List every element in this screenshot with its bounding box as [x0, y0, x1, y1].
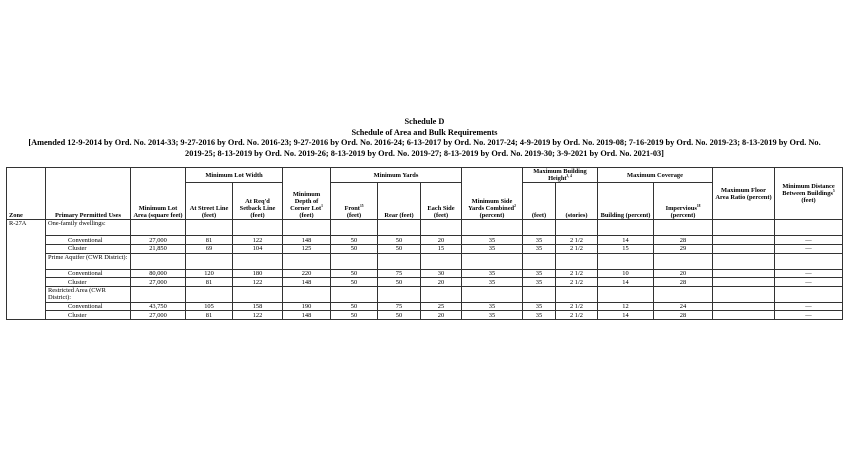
schedule-body: [7, 220, 843, 320]
cell-each-side: 30: [421, 269, 462, 278]
header-group-min-yards: Minimum Yards: [331, 168, 462, 183]
cell-corner-depth: 148: [283, 278, 331, 287]
cell-impervious: 20: [654, 269, 713, 278]
empty-cell: [654, 286, 713, 302]
cell-each-side: 20: [421, 311, 462, 320]
cell-far: [713, 311, 775, 320]
cell-height-stories: 2 1/2: [556, 245, 598, 254]
table-row: [7, 269, 843, 278]
empty-cell: [283, 286, 331, 302]
header-at-street-line: At Street Line (feet): [186, 183, 233, 220]
empty-cell: [283, 253, 331, 269]
cell-far: [713, 302, 775, 311]
cell-rear: 50: [378, 278, 421, 287]
header-min-lot-area: Minimum Lot Area (square feet): [131, 168, 186, 220]
zone-cell: R-27A: [7, 220, 46, 320]
empty-cell: [233, 253, 283, 269]
table-row: [7, 278, 843, 287]
cell-each-side: 20: [421, 236, 462, 245]
cell-rear: 50: [378, 245, 421, 254]
header-max-far: Maximum Floor Area Ratio (percent): [713, 168, 775, 220]
empty-cell: [713, 220, 775, 236]
table-row: [7, 236, 843, 245]
cell-corner-depth: 125: [283, 245, 331, 254]
cell-corner-depth: 220: [283, 269, 331, 278]
cell-setback-line: 158: [233, 302, 283, 311]
header-min-distance: Minimum Distance Between Buildings$^5$ (feet): [775, 168, 843, 220]
cell-height-stories: 2 1/2: [556, 302, 598, 311]
cell-front: 50: [331, 269, 378, 278]
table-row: [7, 245, 843, 254]
cell-rear: 50: [378, 236, 421, 245]
cell-lot-area: 43,750: [131, 302, 186, 311]
cell-far: [713, 236, 775, 245]
cell-setback-line: 104: [233, 245, 283, 254]
empty-cell: [556, 220, 598, 236]
cell-side-combined: 35: [462, 302, 523, 311]
category-row: [7, 253, 843, 269]
header-at-setback-line: At Req'd Setback Line (feet): [233, 183, 283, 220]
header-group-max-coverage: Maximum Coverage: [598, 168, 713, 183]
category-row: [7, 286, 843, 302]
empty-cell: [713, 253, 775, 269]
empty-cell: [186, 220, 233, 236]
header-row-groups: [7, 168, 843, 183]
cell-lot-area: 27,000: [131, 278, 186, 287]
empty-cell: [331, 220, 378, 236]
cell-front: 50: [331, 278, 378, 287]
cell-corner-depth: 148: [283, 311, 331, 320]
empty-cell: [775, 220, 843, 236]
empty-cell: [775, 253, 843, 269]
cell-street-line: 81: [186, 236, 233, 245]
cell-front: 50: [331, 245, 378, 254]
cell-height-stories: 2 1/2: [556, 269, 598, 278]
cell-height-stories: 2 1/2: [556, 278, 598, 287]
cell-building: 12: [598, 302, 654, 311]
header-impervious-coverage: Impervious$^{18}$ (percent): [654, 183, 713, 220]
cell-height-feet: 35: [523, 245, 556, 254]
empty-cell: [378, 286, 421, 302]
use-label: Conventional: [46, 236, 131, 245]
header-primary-uses: Primary Permitted Uses: [46, 168, 131, 220]
header-building-coverage: Building (percent): [598, 183, 654, 220]
cell-distance: —: [775, 269, 843, 278]
header-height-feet: (feet): [523, 183, 556, 220]
cell-setback-line: 122: [233, 278, 283, 287]
category-label: Prime Aquifer (CWR District):: [46, 253, 131, 269]
cell-corner-depth: 190: [283, 302, 331, 311]
cell-distance: —: [775, 236, 843, 245]
cell-lot-area: 27,000: [131, 236, 186, 245]
cell-lot-area: 27,000: [131, 311, 186, 320]
schedule-table: [6, 167, 843, 320]
cell-lot-area: 80,000: [131, 269, 186, 278]
empty-cell: [186, 286, 233, 302]
empty-cell: [283, 220, 331, 236]
empty-cell: [421, 220, 462, 236]
header-each-side: Each Side (feet): [421, 183, 462, 220]
cell-side-combined: 35: [462, 278, 523, 287]
header-rear: Rear (feet): [378, 183, 421, 220]
empty-cell: [233, 220, 283, 236]
header-height-stories: (stories): [556, 183, 598, 220]
empty-cell: [598, 253, 654, 269]
category-row: [7, 220, 843, 236]
header-group-max-height: Maximum Building Height$^{3, 4}$: [523, 168, 598, 183]
category-label: Restricted Area (CWR District):: [46, 286, 131, 302]
cell-distance: —: [775, 311, 843, 320]
cell-height-feet: 35: [523, 269, 556, 278]
empty-cell: [462, 253, 523, 269]
amendment-history: [Amended 12-9-2014 by Ord. No. 2014-33; 9-27-2016 by Ord. No. 2016-23; 9-27-2016 by Ord. No. 2016-24; 6-13-2017 by Ord. No. 2017-24; 4-9-2019 by Ord. No. 2019-08; 7-16-2019 by Ord. No. 2019-23; 8-13-2019 by Ord. No. 2019-25; 8-13-2019 by Ord. No. 2019-26; 8-13-2019 by Ord. No. 2019-27; 8-13-2019 by Ord. No. 2019-30; 3-9-2021 by Ord. No. 2021-03]: [28, 138, 821, 158]
cell-setback-line: 122: [233, 236, 283, 245]
cell-building: 10: [598, 269, 654, 278]
document-title: Schedule D: [404, 117, 445, 126]
empty-cell: [654, 253, 713, 269]
document-header: [0, 117, 849, 159]
header-side-combined: Minimum Side Yards Combined$^2$ (percent): [462, 168, 523, 220]
cell-street-line: 81: [186, 278, 233, 287]
cell-distance: —: [775, 278, 843, 287]
cell-impervious: 24: [654, 302, 713, 311]
cell-side-combined: 35: [462, 245, 523, 254]
header-zone: Zone: [7, 168, 46, 220]
empty-cell: [523, 286, 556, 302]
cell-each-side: 25: [421, 302, 462, 311]
header-front: Front$^{15}$ (feet): [331, 183, 378, 220]
empty-cell: [598, 286, 654, 302]
header-group-min-lot-width: Minimum Lot Width: [186, 168, 283, 183]
empty-cell: [331, 253, 378, 269]
empty-cell: [378, 253, 421, 269]
empty-cell: [421, 253, 462, 269]
cell-height-feet: 35: [523, 311, 556, 320]
empty-cell: [233, 286, 283, 302]
empty-cell: [713, 286, 775, 302]
use-label: Conventional: [46, 302, 131, 311]
cell-rear: 50: [378, 311, 421, 320]
empty-cell: [523, 220, 556, 236]
empty-cell: [775, 286, 843, 302]
cell-building: 14: [598, 278, 654, 287]
empty-cell: [378, 220, 421, 236]
empty-cell: [331, 286, 378, 302]
cell-front: 50: [331, 311, 378, 320]
cell-impervious: 28: [654, 278, 713, 287]
cell-setback-line: 122: [233, 311, 283, 320]
cell-side-combined: 35: [462, 269, 523, 278]
cell-far: [713, 278, 775, 287]
empty-cell: [131, 286, 186, 302]
cell-street-line: 120: [186, 269, 233, 278]
use-label: Conventional: [46, 269, 131, 278]
empty-cell: [654, 220, 713, 236]
document-subtitle: Schedule of Area and Bulk Requirements: [351, 127, 498, 137]
cell-height-feet: 35: [523, 278, 556, 287]
cell-each-side: 20: [421, 278, 462, 287]
cell-rear: 75: [378, 269, 421, 278]
cell-distance: —: [775, 245, 843, 254]
cell-street-line: 69: [186, 245, 233, 254]
category-label: One-family dwellings:: [46, 220, 131, 236]
cell-height-feet: 35: [523, 302, 556, 311]
cell-street-line: 81: [186, 311, 233, 320]
cell-far: [713, 245, 775, 254]
cell-impervious: 29: [654, 245, 713, 254]
cell-side-combined: 35: [462, 311, 523, 320]
empty-cell: [186, 253, 233, 269]
cell-rear: 75: [378, 302, 421, 311]
cell-corner-depth: 148: [283, 236, 331, 245]
empty-cell: [556, 253, 598, 269]
cell-far: [713, 269, 775, 278]
cell-building: 14: [598, 311, 654, 320]
cell-building: 14: [598, 236, 654, 245]
cell-building: 15: [598, 245, 654, 254]
cell-front: 50: [331, 302, 378, 311]
empty-cell: [131, 253, 186, 269]
cell-impervious: 28: [654, 311, 713, 320]
cell-distance: —: [775, 302, 843, 311]
empty-cell: [462, 286, 523, 302]
cell-front: 50: [331, 236, 378, 245]
empty-cell: [462, 220, 523, 236]
cell-height-feet: 35: [523, 236, 556, 245]
cell-height-stories: 2 1/2: [556, 311, 598, 320]
cell-side-combined: 35: [462, 236, 523, 245]
empty-cell: [421, 286, 462, 302]
use-label: Cluster: [46, 278, 131, 287]
cell-impervious: 28: [654, 236, 713, 245]
cell-lot-area: 21,850: [131, 245, 186, 254]
empty-cell: [131, 220, 186, 236]
use-label: Cluster: [46, 245, 131, 254]
use-label: Cluster: [46, 311, 131, 320]
cell-each-side: 15: [421, 245, 462, 254]
table-row: [7, 311, 843, 320]
cell-street-line: 105: [186, 302, 233, 311]
cell-height-stories: 2 1/2: [556, 236, 598, 245]
header-min-depth-corner: Minimum Depth of Corner Lot$^1$ (feet): [283, 168, 331, 220]
empty-cell: [598, 220, 654, 236]
empty-cell: [556, 286, 598, 302]
empty-cell: [523, 253, 556, 269]
table-row: [7, 302, 843, 311]
cell-setback-line: 180: [233, 269, 283, 278]
